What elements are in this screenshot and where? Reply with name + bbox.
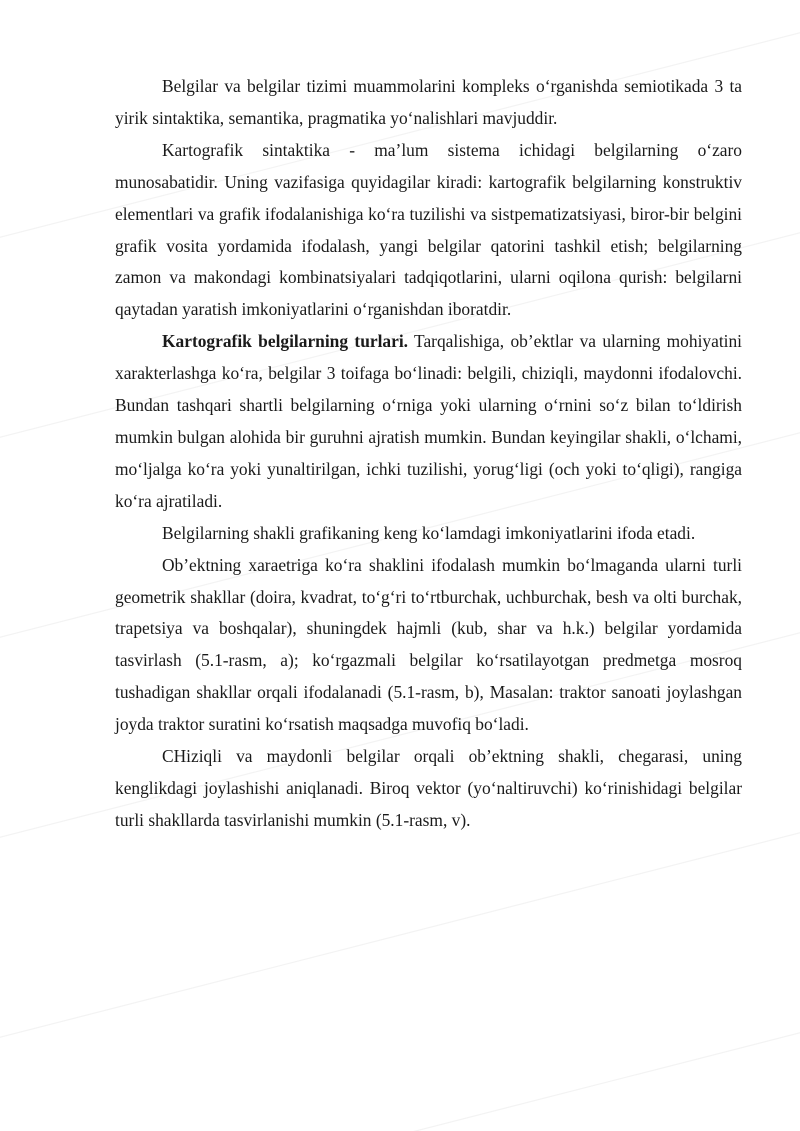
section-heading: Kartografik belgilarning turlari.: [162, 331, 409, 352]
paragraph-4: [115, 518, 742, 550]
paragraph-6-text: CHiziqli va maydonli belgilar orqali ob’ektning shakli, chegarasi, uning kenglikdagi joylashishi aniqlanadi. Biroq vektor (yo‘naltiruvchi) ko‘rinishidagi belgilar turli shakllarda tasvirlanishi mumkin (5.1-rasm, v).: [115, 746, 742, 830]
paragraph-5: [115, 550, 742, 741]
paragraph-1: [115, 71, 742, 135]
paragraph-5-text: Ob’ektning xaraetriga ko‘ra shaklini ifodalash mumkin bo‘lmaganda ularni turli geometrik shakllar (doira, kvadrat, to‘g‘ri to‘rtburchak, uchburchak, besh va olti burchak, trapetsiya va boshqalar), shuningdek hajmli (kub, shar va h.k.) belgilar yordamida tasvirlash (5.1-rasm, a); ko‘rgazmali belgilar ko‘rsatilayotgan predmetga mosroq tushadigan shakllar orqali ifodalanadi (5.1-rasm, b), Masalan: traktor sanoati joylashgan joyda traktor suratini ko‘rsatish maqsadga muvofiq bo‘ladi.: [115, 554, 742, 735]
paragraph-2-text: Kartografik sintaktika - ma’lum sistema ichidagi belgilarning o‘zaro munosabatidir. Uning vazifasiga quyidagilar kiradi: kartografik belgilarning konstruktiv elementlari va grafik ifodalanishiga ko‘ra tuzilishi va sistpematizatsiyasi, biror-bir belgini grafik vosita yordamida ifodalash, yangi belgilar qatorini tashkil etish; belgilarning zamon va makondagi kombinatsiyalari tadqiqotlarini, ularni oqilona qurish: belgilarni qaytadan yaratish imkoniyatlarini o‘rganishdan iboratdir.: [115, 139, 742, 320]
paragraph-6: [115, 741, 742, 837]
paragraph-3: [115, 326, 742, 517]
paragraph-4-text: Belgilarning shakli grafikaning keng ko‘lamdagi imkoniyatlarini ifoda etadi.: [162, 522, 696, 543]
paragraph-3-text: Tarqalishiga, ob’ektlar va ularning mohiyatini xarakterlashga ko‘ra, belgilar 3 toifaga bo‘linadi: belgili, chiziqli, maydonni ifodalovchi. Bundan tashqari shartli belgilarning o‘rniga yoki ularning o‘rnini so‘z bilan to‘ldirish mumkin bulgan alohida bir guruhni ajratish mumkin. Bundan keyingilar shakli, o‘lchami, mo‘ljalga ko‘ra yoki yunaltirilgan, ichki tuzilishi, yorug‘ligi (och yoki to‘qligi), rangiga ko‘ra ajratiladi.: [115, 331, 743, 511]
paragraph-2: [115, 135, 742, 326]
body-text: [115, 71, 742, 837]
paragraph-1-text: Belgilar va belgilar tizimi muammolarini kompleks o‘rganishda semiotikada 3 ta yirik sintaktika, semantika, pragmatika yo‘nalishlari mavjuddir.: [115, 76, 742, 128]
